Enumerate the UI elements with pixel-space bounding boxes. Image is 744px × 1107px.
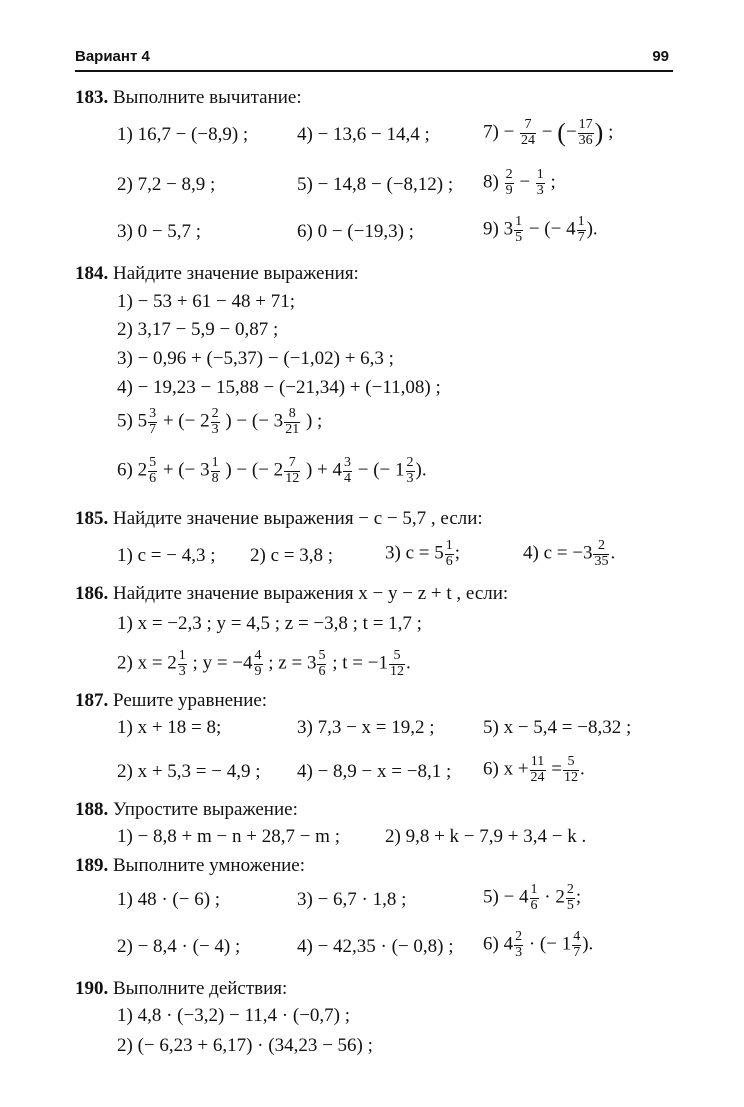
p183-item-6: 6) 0 − (−19,3) ; xyxy=(297,221,414,242)
fraction: $\frac{1}{6}$ xyxy=(530,882,538,913)
problem-183-heading: 183. Выполните вычитание: xyxy=(75,87,302,108)
p190-item-2: 2) (− 6,23 + 6,17) · (34,23 − 56) ; xyxy=(117,1035,373,1056)
fraction: $\frac{2}{3}$ xyxy=(515,929,523,960)
problem-189-heading: 189. Выполните умножение: xyxy=(75,855,305,876)
problem-187-heading: 187. Решите уравнение: xyxy=(75,690,268,711)
p186-item-2: 2) x = 2 $\frac{1}{3}$ ; y = −4 $\frac{4}{9}$ ; z = 3 $\frac{5}{6}$ ; t = −1 $\frac{5}{12}$ . xyxy=(117,648,411,679)
p184-item-1: 1) − 53 + 61 − 48 + 71; xyxy=(117,291,295,312)
p187-item-5: 5) x − 5,4 = −8,32 ; xyxy=(483,717,632,738)
fraction: $\frac{4}{7}$ xyxy=(573,929,581,960)
problem-186-heading: 186. Найдите значение выражения x − y − z + t , если: xyxy=(75,583,509,604)
p183-item-7: 7) − $\frac{7}{24}$ − (− $\frac{17}{36}$ ) ; xyxy=(483,117,614,148)
p187-item-4: 4) − 8,9 − x = −8,1 ; xyxy=(297,761,452,782)
p189-item-2: 2) − 8,4 · (− 4) ; xyxy=(117,936,241,957)
p189-item-4: 4) − 42,35 · (− 0,8) ; xyxy=(297,936,454,957)
problem-185-heading: 185. Найдите значение выражения − c − 5,7 , если: xyxy=(75,508,483,529)
p188-item-2: 2) 9,8 + k − 7,9 + 3,4 − k . xyxy=(385,826,587,847)
problem-190-heading: 190. Выполните действия: xyxy=(75,978,288,999)
p183-item-9: 9) 3 $\frac{1}{5}$ − (− 4 $\frac{1}{7}$ ). xyxy=(483,214,598,245)
p187-item-1: 1) x + 18 = 8; xyxy=(117,717,222,738)
p184-item-5: 5) 5 $\frac{3}{7}$ + (− 2 $\frac{2}{3}$ ) − (− 3 $\frac{8}{21}$ ) ; xyxy=(117,406,323,437)
p183-item-2: 2) 7,2 − 8,9 ; xyxy=(117,174,216,195)
p189-item-6: 6) 4 $\frac{2}{3}$ · (− 1 $\frac{4}{7}$ ). xyxy=(483,929,594,960)
fraction: $\frac{5}{12}$ xyxy=(389,648,404,679)
problem-188-heading: 188. Упростите выражение: xyxy=(75,799,298,820)
fraction: $\frac{2}{9}$ xyxy=(505,167,513,198)
p189-item-5: 5) − 4 $\frac{1}{6}$ · 2 $\frac{2}{5}$ ; xyxy=(483,882,582,913)
page-number: 99 xyxy=(652,48,669,65)
p184-item-6: 6) 2 $\frac{5}{6}$ + (− 3 $\frac{1}{8}$ ) − (− 2 $\frac{7}{12}$ ) + 4 $\frac{3}{4}$ − (− 1 $\frac{2}{3}$ ). xyxy=(117,455,427,486)
p183-item-3: 3) 0 − 5,7 ; xyxy=(117,221,202,242)
p187-item-2: 2) x + 5,3 = − 4,9 ; xyxy=(117,761,261,782)
p184-item-2: 2) 3,17 − 5,9 − 0,87 ; xyxy=(117,319,279,340)
p189-item-3: 3) − 6,7 · 1,8 ; xyxy=(297,889,407,910)
fraction: $\frac{2}{3}$ xyxy=(211,406,219,437)
p186-item-1: 1) x = −2,3 ; y = 4,5 ; z = −3,8 ; t = 1,7 ; xyxy=(117,613,422,634)
fraction: $\frac{1}{3}$ xyxy=(536,167,544,198)
page-header xyxy=(75,48,673,72)
fraction: $\frac{7}{12}$ xyxy=(285,455,300,486)
p190-item-1: 1) 4,8 · (−3,2) − 11,4 · (−0,7) ; xyxy=(117,1005,351,1026)
p185-item-3: 3) c = 5 $\frac{1}{6}$ ; xyxy=(385,538,461,569)
p185-item-1: 1) c = − 4,3 ; xyxy=(117,545,216,566)
fraction: $\frac{5}{6}$ xyxy=(149,455,157,486)
fraction: $\frac{1}{6}$ xyxy=(445,538,453,569)
p183-item-4: 4) − 13,6 − 14,4 ; xyxy=(297,124,430,145)
fraction: $\frac{8}{21}$ xyxy=(285,406,300,437)
p185-item-2: 2) c = 3,8 ; xyxy=(250,545,334,566)
fraction: $\frac{4}{9}$ xyxy=(254,648,262,679)
p187-item-6: 6) x + $\frac{11}{24}$ = $\frac{5}{12}$ . xyxy=(483,754,585,785)
fraction: $\frac{11}{24}$ xyxy=(530,754,545,785)
p188-item-1: 1) − 8,8 + m − n + 28,7 − m ; xyxy=(117,826,340,847)
p185-item-4: 4) c = −3 $\frac{2}{35}$ . xyxy=(523,538,616,569)
fraction: $\frac{1}{5}$ xyxy=(515,214,523,245)
problem-184-heading: 184. Найдите значение выражения: xyxy=(75,263,359,284)
fraction: $\frac{5}{12}$ xyxy=(564,754,579,785)
fraction: $\frac{17}{36}$ xyxy=(578,117,593,148)
fraction: $\frac{2}{5}$ xyxy=(566,882,574,913)
fraction: $\frac{1}{8}$ xyxy=(211,455,219,486)
p183-item-8: 8) $\frac{2}{9}$ − $\frac{1}{3}$ ; xyxy=(483,167,556,198)
fraction: $\frac{5}{6}$ xyxy=(318,648,326,679)
p184-item-3: 3) − 0,96 + (−5,37) − (−1,02) + 6,3 ; xyxy=(117,348,394,369)
fraction: $\frac{2}{35}$ xyxy=(594,538,609,569)
p187-item-3: 3) 7,3 − x = 19,2 ; xyxy=(297,717,435,738)
fraction: $\frac{1}{3}$ xyxy=(178,648,186,679)
fraction: $\frac{3}{4}$ xyxy=(343,455,351,486)
fraction: $\frac{1}{7}$ xyxy=(577,214,585,245)
fraction: $\frac{2}{3}$ xyxy=(406,455,414,486)
p184-item-4: 4) − 19,23 − 15,88 − (−21,34) + (−11,08) ; xyxy=(117,377,441,398)
fraction: $\frac{3}{7}$ xyxy=(149,406,157,437)
fraction: $\frac{7}{24}$ xyxy=(521,117,536,148)
p189-item-1: 1) 48 · (− 6) ; xyxy=(117,889,221,910)
p183-item-1: 1) 16,7 − (−8,9) ; xyxy=(117,124,249,145)
variant-title: Вариант 4 xyxy=(75,48,150,65)
p183-item-5: 5) − 14,8 − (−8,12) ; xyxy=(297,174,454,195)
